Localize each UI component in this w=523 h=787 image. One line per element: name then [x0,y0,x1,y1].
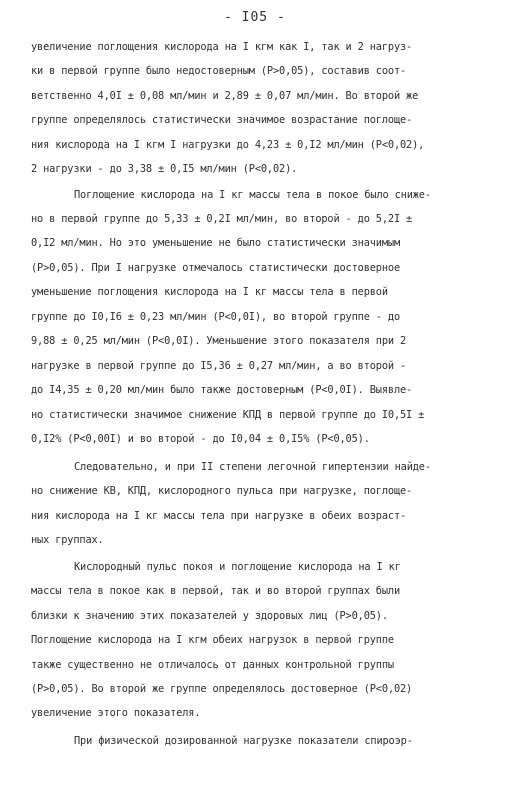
text-line: до I4,35 ± 0,20 мл/мин было также достоверным (P<0,0I). Выявле- [31,384,413,396]
text-line: также существенно не отличалось от данных контрольной группы [31,659,394,671]
text-line: но статистически значимое снижение КПД в первой группе до I0,5I ± [31,409,425,421]
text-line: 0,I2% (P<0,00I) и во второй - до I0,04 ± 0,I5% (P<0,05). [31,433,370,445]
text-line: близки к значению этих показателей у здоровых лиц (P>0,05). [31,610,388,622]
text-line: но снижение КВ, КПД, кислородного пульса при нагрузке, поглоще- [31,485,413,497]
text-line: 9,88 ± 0,25 мл/мин (P<0,0I). Уменьшение этого показателя при 2 [31,335,407,347]
text-line: но в первой группе до 5,33 ± 0,2I мл/мин, во второй - до 5,2I ± [31,213,413,225]
text-line: ветственно 4,0I ± 0,08 мл/мин и 2,89 ± 0,07 мл/мин. Во второй же [31,90,419,102]
page-number: - I05 - [224,10,286,25]
text-line: ных группах. [31,534,104,546]
text-line: уменьшение поглощения кислорода на I кг массы тела в первой [31,286,388,298]
paragraph-first-line: Поглощение кислорода на I кг массы тела в покое было сниже- [74,189,431,201]
text-line: увеличение поглощения кислорода на I кгм как I, так и 2 нагруз- [31,41,413,53]
paragraph-first-line: При физической дозированной нагрузке показатели спироэр- [74,735,413,747]
text-line: (P>0,05). Во второй же группе определялось достоверное (P<0,02) [31,683,413,695]
text-line: группе определялось статистически значимое возрастание поглоще- [31,114,413,126]
paragraph-first-line: Кислородный пульс покоя и поглощение кислорода на I кг [74,561,401,573]
text-line: группе до I0,I6 ± 0,23 мл/мин (P<0,0I), во второй группе - до [31,311,401,323]
text-line: увеличение этого показателя. [31,707,201,719]
paragraph-first-line: Следовательно, и при II степени легочной гипертензии найде- [74,461,431,473]
text-line: 0,I2 мл/мин. Но это уменьшение не было статистически значимым [31,237,401,249]
text-line: (P>0,05). При I нагрузке отмечалось статистически достоверное [31,262,401,274]
text-line: ки в первой группе было недостоверным (P>0,05), составив соот- [31,65,407,77]
text-line: массы тела в покое как в первой, так и во второй группах были [31,585,401,597]
text-line: Поглощение кислорода на I кгм обеих нагрузок в первой группе [31,634,394,646]
text-line: 2 нагрузки - до 3,38 ± 0,I5 мл/мин (P<0,02). [31,163,298,175]
text-line: ния кислорода на I кгм I нагрузки до 4,23 ± 0,I2 мл/мин (P<0,02), [31,139,425,151]
text-line: ния кислорода на I кг массы тела при нагрузке в обеих возраст- [31,510,407,522]
text-line: нагрузке в первой группе до I5,36 ± 0,27 мл/мин, а во второй - [31,360,407,372]
